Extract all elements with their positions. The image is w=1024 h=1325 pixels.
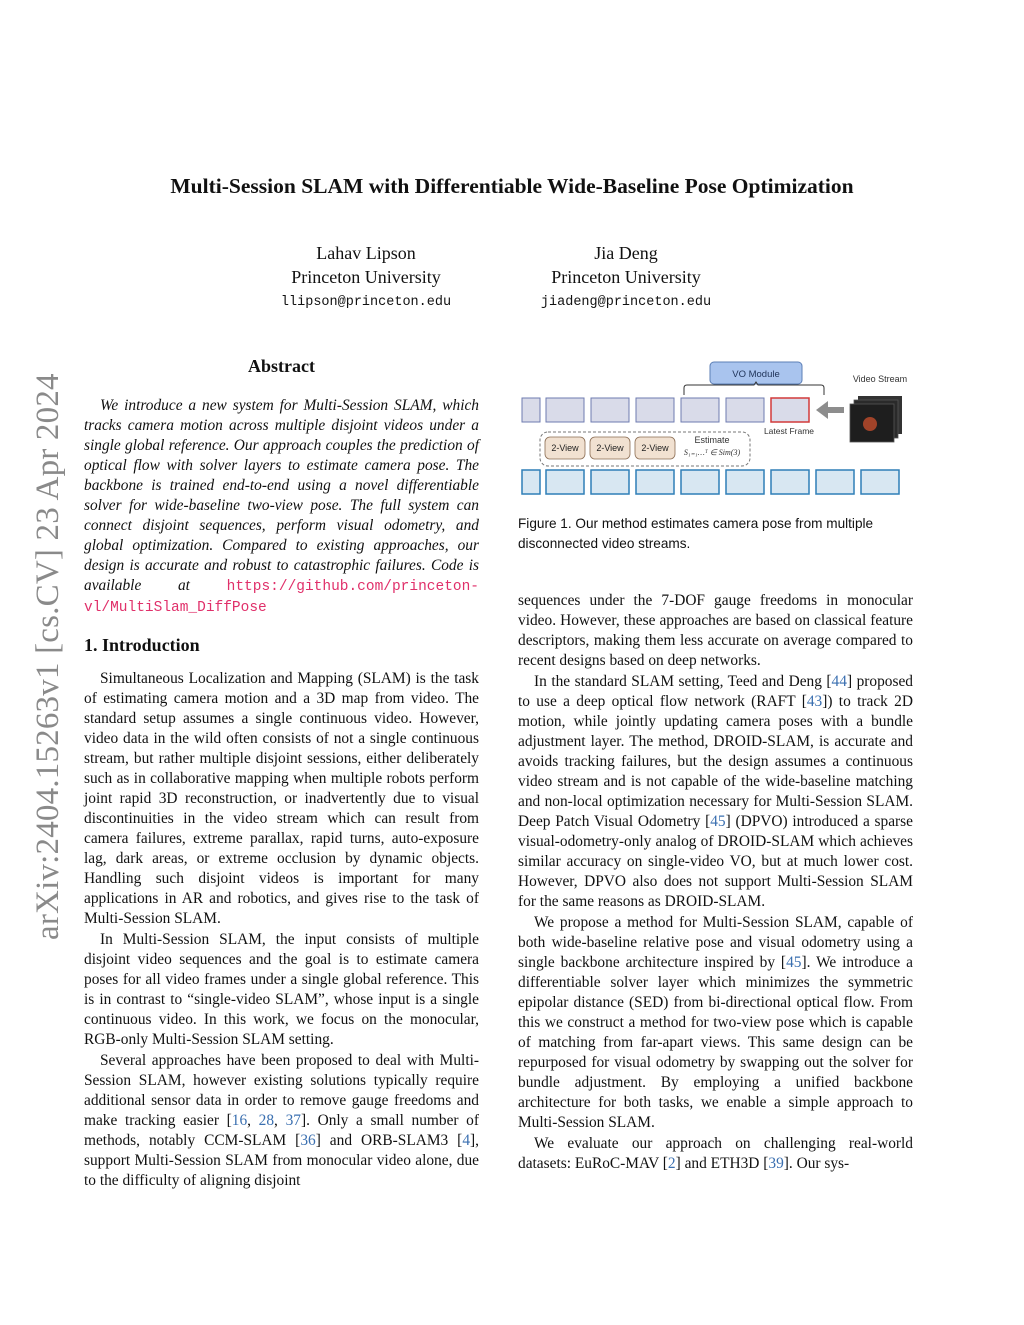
abstract-body: We introduce a new system for Multi-Session SLAM, which tracks camera motion across multiple disjoint videos under a single global reference. Our approach couples the prediction of optical flow with solver layers to estimate camera pose. The backbone is trained end-to-end using a novel differentiable solver for wide-baseline two-view pose. The full system can connect disjoint sequences, perform visual odometry, and global optimization. Compared to existing approaches, our design is accurate and robust to catastrophic failures. Code is available at bbox=[84, 397, 479, 594]
citation-link[interactable]: 45 bbox=[786, 954, 802, 971]
section-heading-introduction: 1. Introduction bbox=[84, 635, 200, 655]
citation-link[interactable]: 36 bbox=[300, 1132, 316, 1149]
right-paragraph-4 bbox=[518, 1134, 913, 1174]
citation-link[interactable]: 4 bbox=[462, 1132, 471, 1149]
frame bbox=[591, 398, 629, 422]
video-stream-label: Video Stream bbox=[852, 374, 908, 384]
text-run: Several approaches have been proposed to deal with Multi-Session SLAM, however existing solutions typically require additional sensor data in order to remove gauge freedoms and make tracking easier [ bbox=[84, 1052, 479, 1129]
left-column bbox=[84, 356, 479, 1192]
citation-link[interactable]: 45 bbox=[710, 813, 726, 830]
author-email[interactable]: llipson@princeton.edu bbox=[280, 295, 452, 310]
text-run: ]) to track 2D motion, while jointly updating camera poses with a bundle adjustment layer. The method, DROID-SLAM, is accurate and avoids tracking failures, but the design assumes a continuous video stream and is not capable of the wide-baseline matching and non-local optimization necessary for Multi-Session SLAM. Deep Patch Visual Odometry [ bbox=[518, 693, 913, 830]
author-name: Lahav Lipson bbox=[316, 243, 416, 263]
figure-1-diagram bbox=[518, 356, 914, 506]
latest-frame bbox=[771, 398, 809, 422]
frame bbox=[771, 470, 809, 494]
vo-module-label: VO Module bbox=[732, 369, 780, 380]
paper-title: Multi-Session SLAM with Differentiable Wide-Baseline Pose Optimization bbox=[170, 174, 854, 198]
frame bbox=[681, 470, 719, 494]
frame bbox=[546, 470, 584, 494]
intro-paragraph-3: Several approaches have been proposed to deal with Multi-Session SLAM, however existing solutions typically require additional sensor data in order to remove gauge freedoms and make tracking easier [16, 28, 37]. Only a small number of methods, notably CCM-SLAM [36] and ORB-SLAM3 [4], support Multi-Session SLAM from monocular video alone, due to the difficulty of aligning disjoint bbox=[84, 1052, 480, 1189]
author-email[interactable]: jiadeng@princeton.edu bbox=[540, 295, 712, 310]
text-run: ]. We introduce a differentiable solver layer which minimizes the symmetric epipolar distance (SED) from bi-directional optical flow. From this we construct a method for two-view pose which is capable of matching from far-apart views. This same design can be repurposed for visual odometry by swapping out the solver for bundle adjustment. By employing a unified backbone architecture for both tasks, we enable a simple approach to Multi-Session SLAM. bbox=[518, 954, 913, 1131]
citation-link[interactable]: 16 bbox=[231, 1112, 248, 1129]
frame bbox=[726, 398, 764, 422]
author-block-2 bbox=[526, 241, 726, 310]
citation-link[interactable]: 39 bbox=[768, 1155, 784, 1172]
arrow-left-icon bbox=[816, 401, 844, 419]
abstract-heading: Abstract bbox=[248, 356, 315, 376]
frame bbox=[636, 398, 674, 422]
two-view-label: 2-View bbox=[551, 443, 579, 453]
figure-1-caption: Figure 1. Our method estimates camera pose from multiple disconnected video streams. bbox=[518, 516, 874, 551]
two-view-label: 2-View bbox=[641, 443, 669, 453]
text-run: We evaluate our approach on challenging real-world datasets: EuRoC-MAV [ bbox=[518, 1135, 913, 1172]
abstract-text bbox=[84, 396, 479, 618]
right-column bbox=[518, 591, 913, 1175]
frame bbox=[726, 470, 764, 494]
frame bbox=[591, 470, 629, 494]
text-run: ] and ORB-SLAM3 [ bbox=[315, 1132, 463, 1149]
text-run: ]. Our sys- bbox=[783, 1155, 850, 1172]
frame bbox=[522, 470, 540, 494]
text-run: We propose a method for Multi-Session SLAM, capable of both wide-baseline relative pose and visual odometry using a single backbone architecture inspired by [ bbox=[518, 914, 913, 971]
text-run: ] (DPVO) introduced a sparse visual-odometry-only analog of DROID-SLAM which achieves similar accuracy on single-video VO, but at much lower cost. However, DPVO also does not support Multi-Session SLAM for the same reasons as DROID-SLAM. bbox=[518, 813, 913, 910]
estimate-label: Estimate bbox=[694, 435, 730, 445]
author-block-1 bbox=[266, 241, 466, 310]
right-paragraph-3 bbox=[518, 913, 913, 1133]
code-link[interactable]: https://github.com/princeton-vl/MultiSlam_DiffPose bbox=[84, 579, 479, 616]
frame bbox=[546, 398, 584, 422]
frame bbox=[522, 398, 540, 422]
citation-link[interactable]: 43 bbox=[806, 693, 823, 710]
frame bbox=[861, 470, 899, 494]
text-run: ], support Multi-Session SLAM from monocular video alone, due to the difficulty of aligning disjoint bbox=[84, 1132, 479, 1189]
citation-link[interactable]: 37 bbox=[285, 1112, 301, 1129]
frame bbox=[636, 470, 674, 494]
citation-link[interactable]: 2 bbox=[667, 1155, 676, 1172]
estimate-math: S₁₌₁…ᵀ ∈ Sim(3) bbox=[683, 448, 741, 457]
video-thumbnail bbox=[863, 417, 877, 431]
citation-link[interactable]: 44 bbox=[831, 673, 847, 690]
text-run: In the standard SLAM setting, Teed and Deng [ bbox=[534, 673, 832, 690]
text-run: ] proposed to use a deep optical flow network (RAFT [ bbox=[518, 673, 913, 710]
figure-1 bbox=[518, 356, 914, 506]
author-affiliation: Princeton University bbox=[291, 267, 441, 287]
intro-paragraph-2: In Multi-Session SLAM, the input consists of multiple disjoint video sequences and the goal is to estimate camera poses for all video frames under a single global reference. This is in contrast to “single-video SLAM”, whose input is a single continuous video. In this work, we focus on the monocular, RGB-only Multi-Session SLAM setting. bbox=[84, 931, 479, 1048]
citation-link[interactable]: 28 bbox=[258, 1112, 275, 1129]
author-affiliation: Princeton University bbox=[551, 267, 701, 287]
right-paragraph-1: sequences under the 7-DOF gauge freedoms in monocular video. However, these approaches are based on classical feature descriptors, making them less accurate on average compared to recent designs based on deep networks. bbox=[518, 592, 913, 669]
arxiv-sidebar-stamp: arXiv:2404.15263v1 [cs.CV] 23 Apr 2024 bbox=[30, 373, 66, 940]
frame bbox=[681, 398, 719, 422]
text-run: ]. Only a small number of methods, notably CCM-SLAM [ bbox=[84, 1112, 480, 1149]
right-paragraph-2 bbox=[518, 672, 913, 912]
latest-frame-label: Latest Frame bbox=[763, 426, 815, 436]
author-name: Jia Deng bbox=[594, 243, 658, 263]
intro-paragraph-1: Simultaneous Localization and Mapping (SLAM) is the task of estimating camera motion and a 3D map from video. The standard setup assumes a single continuous video. However, video data in the wild often consists of not a single continuous stream, but rather multiple disjoint sessions, either deliberately such as in collaborative mapping when multiple robots perform joint rapid 3D reconstruction, or inadvertently due to visual discontinuities in the video stream which can result from camera failures, extreme parallax, rapid turns, auto-exposure lag, dark areas, or extreme occlusion by dynamic objects. Handling such disjoint videos is important for many applications in AR and robotics, and gives rise to the task of Multi-Session SLAM. bbox=[84, 670, 479, 927]
two-view-label: 2-View bbox=[596, 443, 624, 453]
text-run: ] and ETH3D [ bbox=[675, 1155, 769, 1172]
frame bbox=[816, 470, 854, 494]
